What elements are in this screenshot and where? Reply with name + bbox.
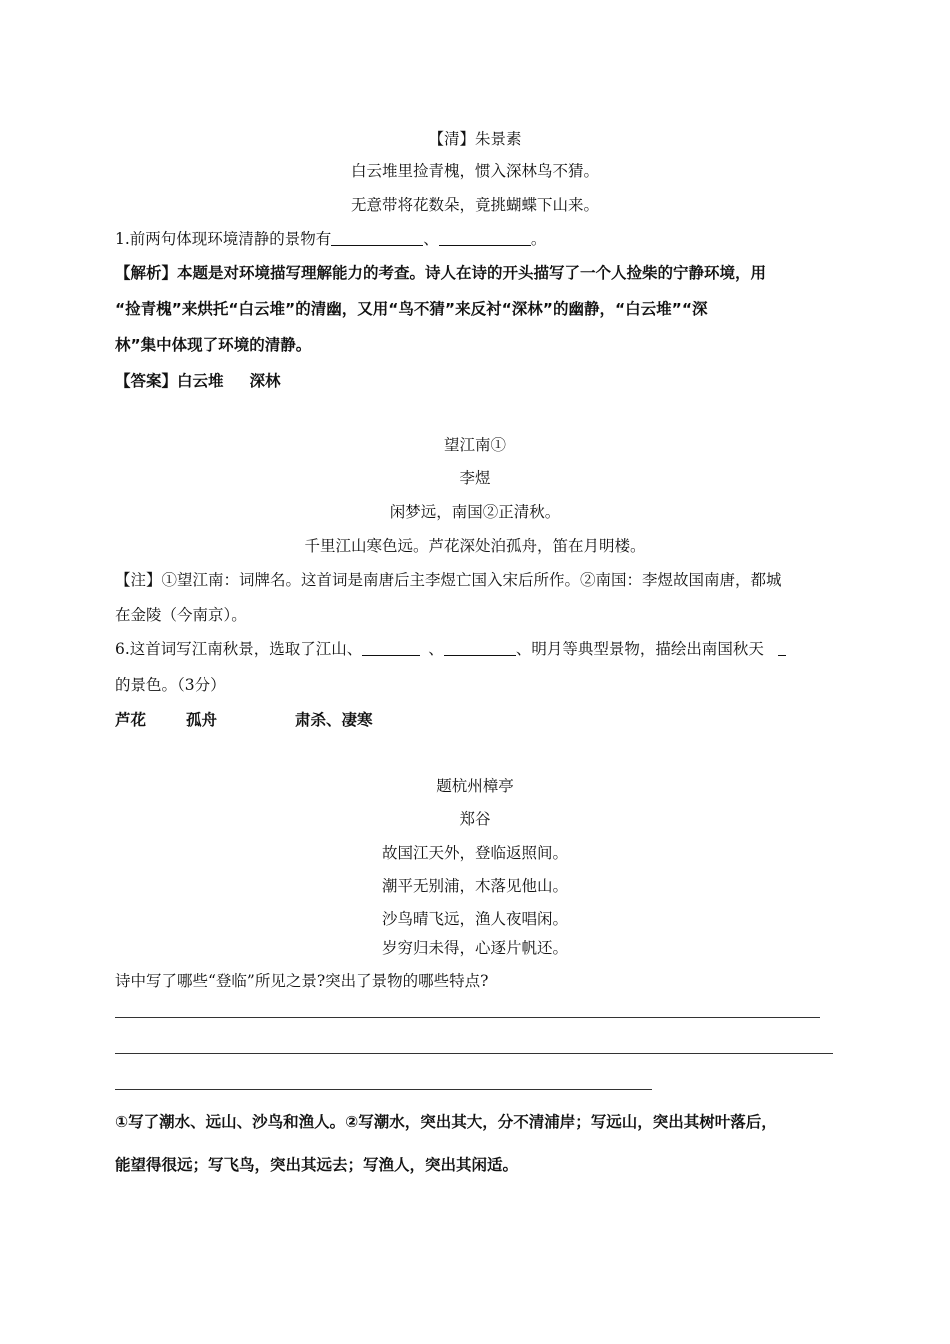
poem1-line-2: 无意带将花数朵，竟挑蝴蝶下山来。 <box>350 196 599 214</box>
answer-blank[interactable] <box>444 639 516 656</box>
poem1-answer <box>115 370 281 392</box>
question-separator: 、 <box>428 640 444 658</box>
poem3-answer-line-1: ①写了潮水、远山、沙鸟和渔人。②写潮水，突出其大，分不清浦岸；写远山，突出其树叶落后， <box>115 1113 777 1131</box>
poem1-analysis-line-3: 林”集中体现了环境的清静。 <box>115 336 312 354</box>
poem2-line-1: 闲梦远，南国②正清秋。 <box>389 503 561 521</box>
answer-value: 肃杀、凄寒 <box>295 711 373 729</box>
poem3-question: 诗中写了哪些“登临”所见之景?突出了景物的哪些特点? <box>115 972 489 990</box>
question-end: 。 <box>530 230 547 248</box>
poem3-line-2: 潮平无别浦，木落见他山。 <box>381 877 568 895</box>
poem1-analysis-line-1: 【解析】本题是对环境描写理解能力的考查。诗人在诗的开头描写了一个人捡柴的宁静环境，用 <box>115 264 767 282</box>
answer-line[interactable] <box>115 1089 652 1090</box>
poem3-line-4: 岁穷归未得，心逐片帆还。 <box>381 939 568 957</box>
poem2-question <box>115 638 786 660</box>
question-text: 1.前两句体现环境清静的景物有 <box>115 230 332 248</box>
poem3-author: 郑谷 <box>459 810 491 828</box>
answer-value: 芦花 <box>115 711 147 729</box>
answer-blank[interactable] <box>331 229 423 246</box>
poem2-title: 望江南① <box>443 436 506 454</box>
answer-blank[interactable] <box>362 639 420 656</box>
poem2-note-line-1: 【注】①望江南：词牌名。这首词是南唐后主李煜亡国入宋后所作。②南国：李煜故国南唐，都城 <box>115 571 782 589</box>
poem2-question-end: 的景色。（3分） <box>115 676 226 694</box>
poem2-answer <box>115 709 373 731</box>
poem3-answer-line-2: 能望得很远；写飞鸟，突出其远去；写渔人，突出其闲适。 <box>115 1156 519 1174</box>
poem1-question <box>115 228 546 250</box>
poem2-note-line-2: 在金陵（今南京）。 <box>115 606 247 624</box>
question-text: 6.这首词写江南秋景，选取了江山、 <box>115 640 363 658</box>
poem1-line-1: 白云堆里捡青槐，惯入深林鸟不猜。 <box>350 162 599 180</box>
poem2-author: 李煜 <box>459 469 491 487</box>
answer-label: 【答案】白云堆 <box>115 372 224 390</box>
answer-line[interactable] <box>115 1017 820 1018</box>
answer-blank[interactable] <box>439 229 531 246</box>
poem3-line-1: 故国江天外，登临返照间。 <box>381 844 568 862</box>
answer-value: 深林 <box>249 372 281 390</box>
poem3-line-3: 沙鸟晴飞远，渔人夜唱闲。 <box>381 910 568 928</box>
poem2-line-2: 千里江山寒色远。芦花深处泊孤舟，笛在月明楼。 <box>304 537 646 555</box>
poem1-header: 【清】朱景素 <box>428 130 522 148</box>
answer-value: 孤舟 <box>186 711 218 729</box>
answer-blank[interactable] <box>778 639 786 656</box>
question-text-continued: 、明月等典型景物，描绘出南国秋天 <box>515 640 764 658</box>
poem3-title: 题杭州樟亭 <box>436 777 514 795</box>
answer-line[interactable] <box>115 1053 833 1054</box>
poem1-analysis-line-2: “捡青槐”来烘托“白云堆”的清幽，又用“鸟不猜”来反衬“深林”的幽静，“白云堆”“深 <box>115 300 708 318</box>
question-separator: 、 <box>423 230 439 248</box>
